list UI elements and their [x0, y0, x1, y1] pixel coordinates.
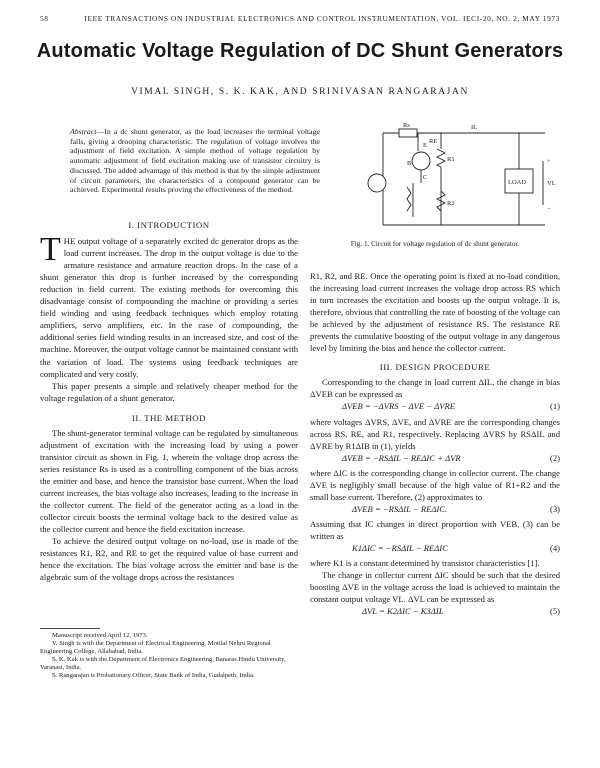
abstract	[70, 127, 320, 195]
label-re: RE	[429, 138, 438, 145]
section-method-heading: II. THE METHOD	[131, 412, 207, 423]
design-paragraph-2: where voltages ΔVRS, ΔVE, and ΔVRE are the corresponding changes across RS, RE, and R1, respectively. Replacing ΔVRS by RSΔIL and ΔVRE by R1ΔIB in (1), yields	[310, 416, 560, 451]
circuit-figure	[363, 121, 559, 233]
footnote-received: Manuscript received April 12, 1973.	[52, 632, 148, 639]
equation-2-body: ΔVEB = −RSΔIL − REΔIC + ΔVR	[342, 452, 461, 463]
intro-paragraph-2: This paper presents a simple and relatively cheaper method for the voltage regulation of a shunt generator.	[40, 380, 298, 403]
drop-cap: T	[40, 231, 61, 269]
equation-4-body: K1ΔIC = −RSΔIL − REΔIC	[352, 542, 448, 553]
equation-5-number: (5)	[549, 606, 560, 617]
abstract-label: Abstract	[70, 127, 97, 136]
circuit-diagram	[363, 121, 559, 233]
field-winding	[407, 187, 411, 211]
generator-symbol	[368, 174, 386, 192]
footnote-singh: V. Singh is with the Department of Electrical Engineering, Motilal Nehru Regional Engineering College, Allahabad, India.	[40, 640, 271, 656]
equation-3-body: ΔVEB = −RSΔIL − REΔIC.	[352, 503, 448, 514]
left-column	[40, 219, 298, 583]
label-b: B	[407, 160, 412, 167]
label-c: C	[423, 174, 428, 181]
design-paragraph-4: Assuming that IC changes in direct proportion with VEB, (3) can be written as	[310, 518, 560, 541]
r1-resistor	[437, 149, 445, 167]
journal-name: IEEE TRANSACTIONS ON INDUSTRIAL ELECTRONICS AND CONTROL INSTRUMENTATION, VOL. IECI-20, NO. 2, MAY 1973	[84, 14, 560, 23]
equation-4-number: (4)	[549, 542, 560, 553]
transistor-symbol	[412, 152, 430, 170]
footnote-kak: S. K. Kak is with the Department of Electronics Engineering, Banaras Hindu University, Varanasi, India.	[40, 656, 286, 672]
method-paragraph-1: The shunt-generator terminal voltage can be regulated by simultaneous adjustment of excitation with the increasing load by using a power transistor circuit as shown in Fig. 1, wherein the voltage drop across the series resistance Rs is used as a controlling component of the bias across the emitter and base, and hence the transistor base current. When the load current increases, the bias voltage also increases, leading to the increase in the collector current. The field of the generator acting as a load in the collector circuit boosts the terminal voltage back to the desired value as the collector current and hence the field excitation increase.	[40, 427, 298, 535]
section-intro-heading: I. INTRODUCTION	[128, 220, 210, 230]
paper-authors: VIMAL SINGH, S. K. KAK, AND SRINIVASAN RANGARAJAN	[131, 87, 469, 97]
label-r2: R2	[447, 200, 455, 207]
equation-3	[310, 503, 560, 515]
intro-paragraph-1: HE output voltage of a separately excited dc generator drops as the load current increases. The drop in the output voltage is due to the armature resistance and armature reaction drops. In the case of a shunt generator this drop is further increased by the corresponding reduction in field current. The existing methods for overcoming this disadvantage consist of compounding the machine or providing a series field winding and using feedback techniques which employ rotating amplifiers, servo amplifiers, etc. In the case of compounding, the additional series field winding results in an increased size, and cost of the machine. Moreover, the output voltage cannot be maintained constant with the variation of load. The systems using feedback techniques are complicated and very costly.	[40, 236, 298, 379]
label-plus: +	[547, 158, 551, 165]
label-e: E	[423, 142, 427, 149]
label-rs: Rs	[403, 122, 410, 129]
footnote-rangarajan: S. Rangarajan is Probationary Officer, State Bank of India, Gudalpeth, India.	[52, 672, 255, 680]
label-r1: R1	[447, 156, 455, 163]
right-column	[310, 270, 560, 617]
figure-caption: Fig. 1. Circuit for voltage regulation of dc shunt generator.	[350, 240, 520, 248]
paper-title: Automatic Voltage Regulation of DC Shunt Generators	[36, 40, 564, 62]
equation-2-number: (2)	[549, 452, 560, 463]
abstract-text: —In a dc shunt generator, as the load increases the terminal voltage falls, giving a drooping characteristic. The regulation of voltage involves the adjustment of field excitation. A simple method of voltage regulation by automatic adjustment of field excitation making use of transistor circuitry is discussed. The added advantage of this method is that by the simple adjustment of circuit parameters, the characteristics of a compound generator can be achieved. Experimental results proving the effectiveness of the method.	[70, 127, 320, 195]
equation-3-number: (3)	[549, 503, 560, 514]
rs-resistor	[399, 129, 417, 137]
equation-1-number: (1)	[549, 401, 560, 412]
design-paragraph-6: The change in collector current ΔIC should be such that the desired boosting ΔVE in the voltage across the load is achieved to maintain the constant output voltage VL. ΔVL can be expressed as	[310, 570, 560, 605]
equation-5	[310, 605, 560, 617]
label-il: IL	[471, 124, 478, 131]
equation-4	[310, 542, 560, 554]
equation-1	[310, 400, 560, 412]
section-design-heading: III. DESIGN PROCEDURE	[379, 362, 491, 373]
footnote-rule	[40, 628, 100, 629]
page-number: 58	[40, 14, 49, 23]
label-load: LOAD	[508, 179, 527, 186]
equation-1-body: ΔVEB = −ΔVRS − ΔVE − ΔVRE	[342, 401, 456, 412]
design-paragraph-3: where ΔIC is the corresponding change in collector current. The change ΔVE is negligibly small because of the high value of R1+R2 and the small base current. Therefore, (2) approximates to	[310, 467, 560, 502]
right-paragraph-continued: R1, R2, and RE. Once the operating point is fixed at no-load condition, the increasing load current increases the voltage drop across RS which in turn increases the excitation and boosts up the output voltage. It is, therefore, obvious that controlling the rate of boosting of the voltage can be achieved by the adjustment of resistance RS. The resistance RE prevents the cumulative boosting of the output voltage in any dangerous level by limiting the bias and hence the collector current.	[310, 271, 560, 354]
method-paragraph-2: To achieve the desired output voltage on no-load, use is made of the resistances R1, R2, and RE to get the required value of base current and hence the excitation. The bias voltage across the emitter and base is the algebraic sum of the voltage drops across the resistances	[40, 536, 298, 583]
label-vl: VL	[547, 180, 556, 187]
equation-2	[310, 452, 560, 464]
equation-5-body: ΔVL = K2ΔIC − K3ΔIL	[362, 606, 444, 617]
footnotes	[40, 632, 298, 681]
design-paragraph-1: Corresponding to the change in load current ΔIL, the change in bias ΔVEB can be expressed as	[310, 377, 560, 400]
label-minus: −	[547, 206, 551, 213]
design-paragraph-5: where K1 is a constant determined by transistor characteristics [1].	[310, 558, 540, 569]
